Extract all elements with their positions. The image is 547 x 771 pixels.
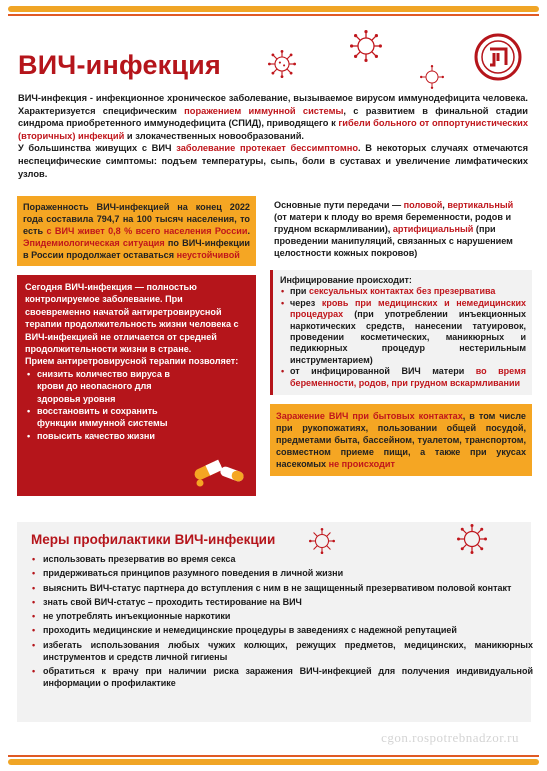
list-item: • повысить качество жизни <box>37 430 248 442</box>
prevention-panel <box>17 522 531 722</box>
list-item: • через кровь при медицинских и немедицинских процедурах (при употреблении инъекционных наркотических средств, нанесении татуировок, проведении косметических, маникюрных и педикюрных процедур нестерильным инструментарием) <box>290 298 526 366</box>
intro-paragraph-2: У большинства живущих с ВИЧ заболевание протекает бессимптомно. В некоторых случаях отмечаются неспецифические симптомы: подъем температуры, сыпь, боли в суставах и увеличение лимфатических узлов. <box>18 143 528 179</box>
virus-icon <box>268 50 296 78</box>
virus-icon <box>420 65 444 89</box>
list-item: • снизить количество вируса в крови до неопасного для здоровья уровня <box>37 368 248 405</box>
page-title: ВИЧ-инфекция <box>18 50 221 80</box>
infection-heading: Инфицирование происходит: <box>280 275 412 285</box>
right-column <box>270 196 532 476</box>
list-item: • знать свой ВИЧ-статус – проходить тестирование на ВИЧ <box>43 597 533 609</box>
household-contact-box: Заражение ВИЧ при бытовых контактах, в том числе при рукопожатиях, пользовании общей посудой, предметами быта, бассейном, туалетом, транспортом, совместном приеме пищи, а также при укусах насекомых не происходит <box>270 404 532 476</box>
list-item: • выяснить ВИЧ-статус партнера до вступления с ним в не защищенный презервативом половой контакт <box>43 583 533 595</box>
top-stripe-thin <box>8 14 539 16</box>
transmission-routes: Основные пути передачи — половой, вертикальный (от матери к плоду во время беременности, родов и грудном вскармливании), артифициальный (при проведении манипуляций, связанных с нарушением целостности кожных покровов) <box>274 200 514 258</box>
virus-icon <box>457 524 487 554</box>
list-item: • от инфицированной ВИЧ матери во время беременности, родов, при грудном вскармливании <box>290 366 526 389</box>
virus-icon <box>309 528 335 554</box>
infection-list <box>280 286 526 389</box>
therapy-benefits-list <box>25 368 248 442</box>
list-item: • придерживаться принципов разумного поведения в личной жизни <box>43 568 533 580</box>
list-item: • использовать презерватив во время секса <box>43 554 533 566</box>
rospotrebnadzor-logo-icon <box>474 33 522 81</box>
bottom-stripe-thin <box>8 755 539 757</box>
list-item: • проходить медицинские и немедицинские процедуры в заведениях с надежной репутацией <box>43 625 533 637</box>
watermark: cgon.rospotrebnadzor.ru <box>381 730 519 745</box>
prevalence-box: Пораженность ВИЧ-инфекцией на конец 2022 года составила 794,7 на 100 тысяч населения, то есть с ВИЧ живет 0,8 % всего населения России. Эпидемиологическая ситуация по ВИЧ-инфекции в России продолжает оставаться неустойчивой <box>17 196 256 266</box>
left-column <box>17 196 256 496</box>
therapy-intro: Сегодня ВИЧ-инфекция — полностью контролируемое заболевание. При своевременно начатой антиретровирусной терапии продолжительность жизни человека с ВИЧ-инфекцией не отличается от средней продолжительности жизни в стране. <box>25 282 239 355</box>
therapy-box <box>17 275 256 496</box>
list-item: • при сексуальных контактах без презерватива <box>290 286 526 297</box>
prevention-title: Меры профилактики ВИЧ-инфекции <box>31 532 276 547</box>
list-item: • избегать использования любых чужих колющих, режущих предметов, медицинских, маникюрных инструментов и средств личной гигиены <box>43 640 533 664</box>
therapy-allows: Прием антиретровирусной терапии позволяет: <box>25 356 239 367</box>
pills-icon <box>188 454 250 488</box>
list-item: • восстановить и сохранить функции иммунной системы <box>37 405 248 430</box>
top-stripe <box>8 6 539 12</box>
intro-text <box>18 92 528 180</box>
list-item: • обратиться к врачу при наличии риска заражения ВИЧ-инфекцией для получения индивидуальной информации о профилактике <box>43 666 533 690</box>
infection-ways-box <box>270 270 532 395</box>
list-item: • не употреблять инъекционные наркотики <box>43 611 533 623</box>
prevention-list <box>31 554 533 692</box>
intro-paragraph-1: ВИЧ-инфекция - инфекционное хроническое заболевание, вызываемое вирусом иммунодефицита человека. Характеризуется специфическим поражением иммунной системы, с развитием в финальной стадии синдрома приобретенного иммунодефицита (СПИД), приводящего к гибели больного от оппортунистических (вторичных) инфекций и злокачественных новообразований. <box>18 93 528 141</box>
bottom-stripe <box>8 759 539 765</box>
virus-icon <box>350 30 382 62</box>
